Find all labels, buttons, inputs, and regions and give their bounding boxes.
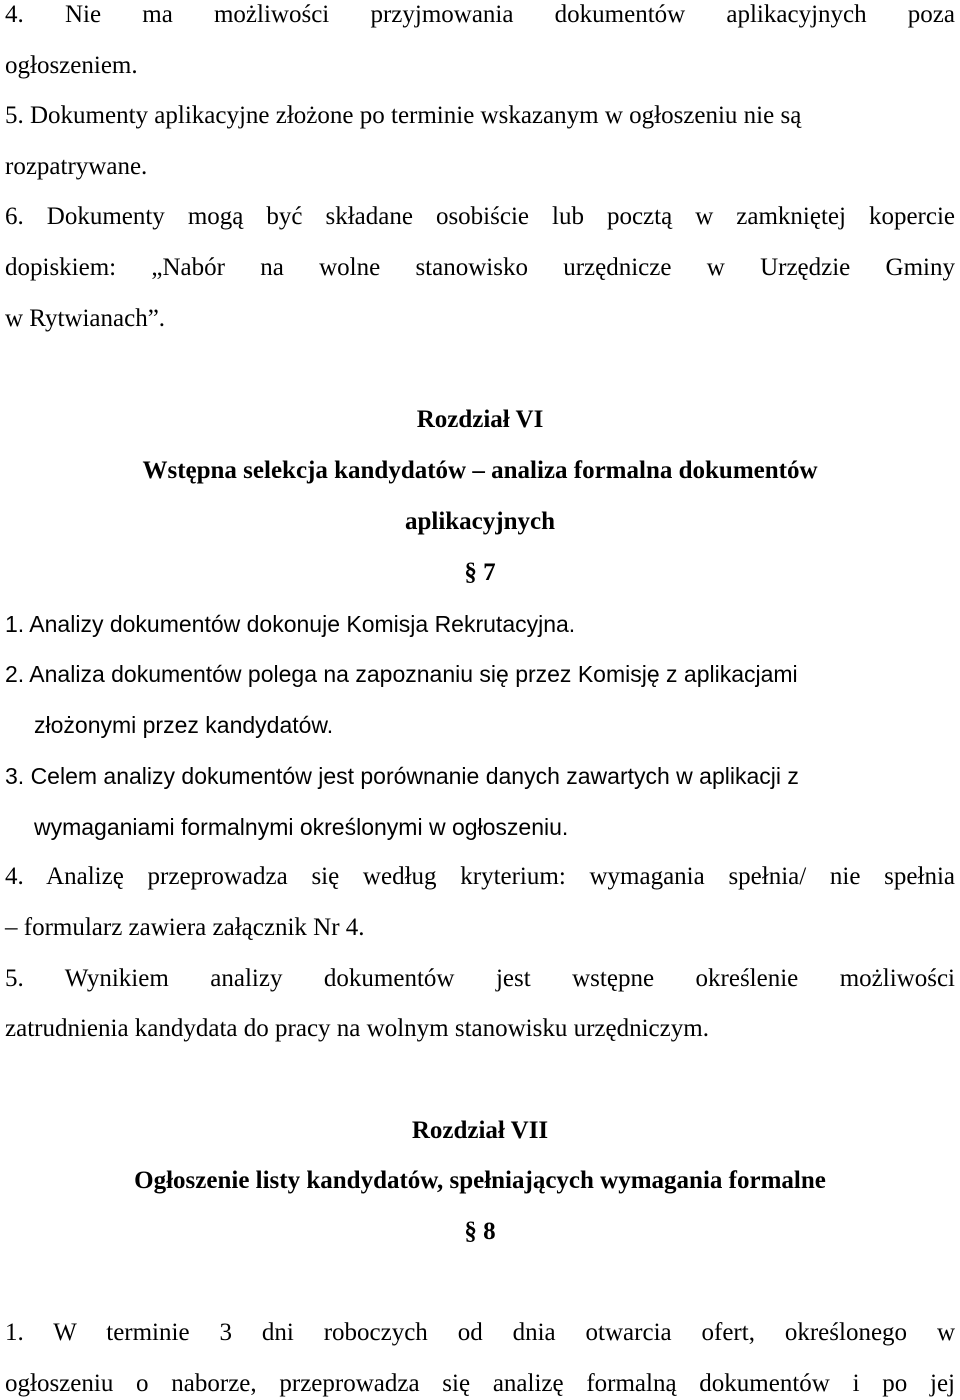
ch6-item-2-line-1: 2. Analiza dokumentów polega na zapoznaniu się przez Komisję z aplikacjami (5, 661, 798, 687)
item-6-line-1 (5, 202, 955, 232)
ch6-item-3-line-1: 3. Celem analizy dokumentów jest porównanie danych zawartych w aplikacji z (5, 763, 799, 789)
item-text: Nie ma możliwości przyjmowania dokumentów aplikacyjnych poza (64, 1, 956, 28)
item-5-line-2: rozpatrywane. (5, 153, 148, 180)
ch7-item-1-line-2: ogłoszeniu o naborze, przeprowadza się analizę formalną dokumentów i po jej (5, 1370, 955, 1397)
item-text: Dokumenty aplikacyjne złożone po terminie wskazanym w ogłoszeniu nie są (30, 102, 802, 129)
chapter-7-subtitle: Ogłoszenie listy kandydatów, spełniających wymagania formalne (134, 1167, 826, 1194)
item-4-line-1 (5, 0, 955, 30)
chapter-7-title: Rozdział VII (411, 1117, 549, 1144)
item-6-line-2: dopiskiem: „Nabór na wolne stanowisko urzędnicze w Urzędzie Gminy (5, 254, 955, 281)
ch7-item-1-line-1: 1. W terminie 3 dni roboczych od dnia otwarcia ofert, określonego w (5, 1319, 955, 1346)
item-6-line-3: w Rytwianach”. (5, 305, 166, 332)
ch6-item-2-line-2: złożonymi przez kandydatów. (34, 712, 334, 738)
ch6-item-4-line-1: 4. Analizę przeprowadza się według kryterium: wymagania spełnia/ nie spełnia (5, 863, 955, 890)
section-7-heading: § 7 (464, 559, 496, 586)
ch6-item-5-line-1: 5. Wynikiem analizy dokumentów jest wstępne określenie możliwości (5, 965, 955, 992)
chapter-6-title: Rozdział VI (416, 406, 544, 433)
ch6-item-1: 1. Analizy dokumentów dokonuje Komisja Rekrutacyjna. (5, 611, 576, 637)
item-number: 6. (5, 203, 24, 230)
chapter-6-subtitle-line-1: Wstępna selekcja kandydatów – analiza formalna dokumentów (142, 457, 818, 484)
item-number: 4. (5, 1, 24, 28)
item-5-line-1 (5, 101, 955, 131)
item-text: Dokumenty mogą być składane osobiście lub pocztą w zamkniętej kopercie (46, 203, 955, 230)
ch6-item-5-line-2: zatrudnienia kandydata do pracy na wolnym stanowisku urzędniczym. (5, 1015, 709, 1042)
chapter-6-subtitle-line-2: aplikacyjnych (404, 508, 556, 535)
item-4-line-2: ogłoszeniem. (5, 52, 138, 79)
ch6-item-4-line-2: – formularz zawiera załącznik Nr 4. (5, 914, 365, 941)
ch6-item-3-line-2: wymaganiami formalnymi określonymi w ogłoszeniu. (34, 814, 569, 840)
section-8-heading: § 8 (464, 1218, 496, 1245)
item-number: 5. (5, 102, 24, 129)
